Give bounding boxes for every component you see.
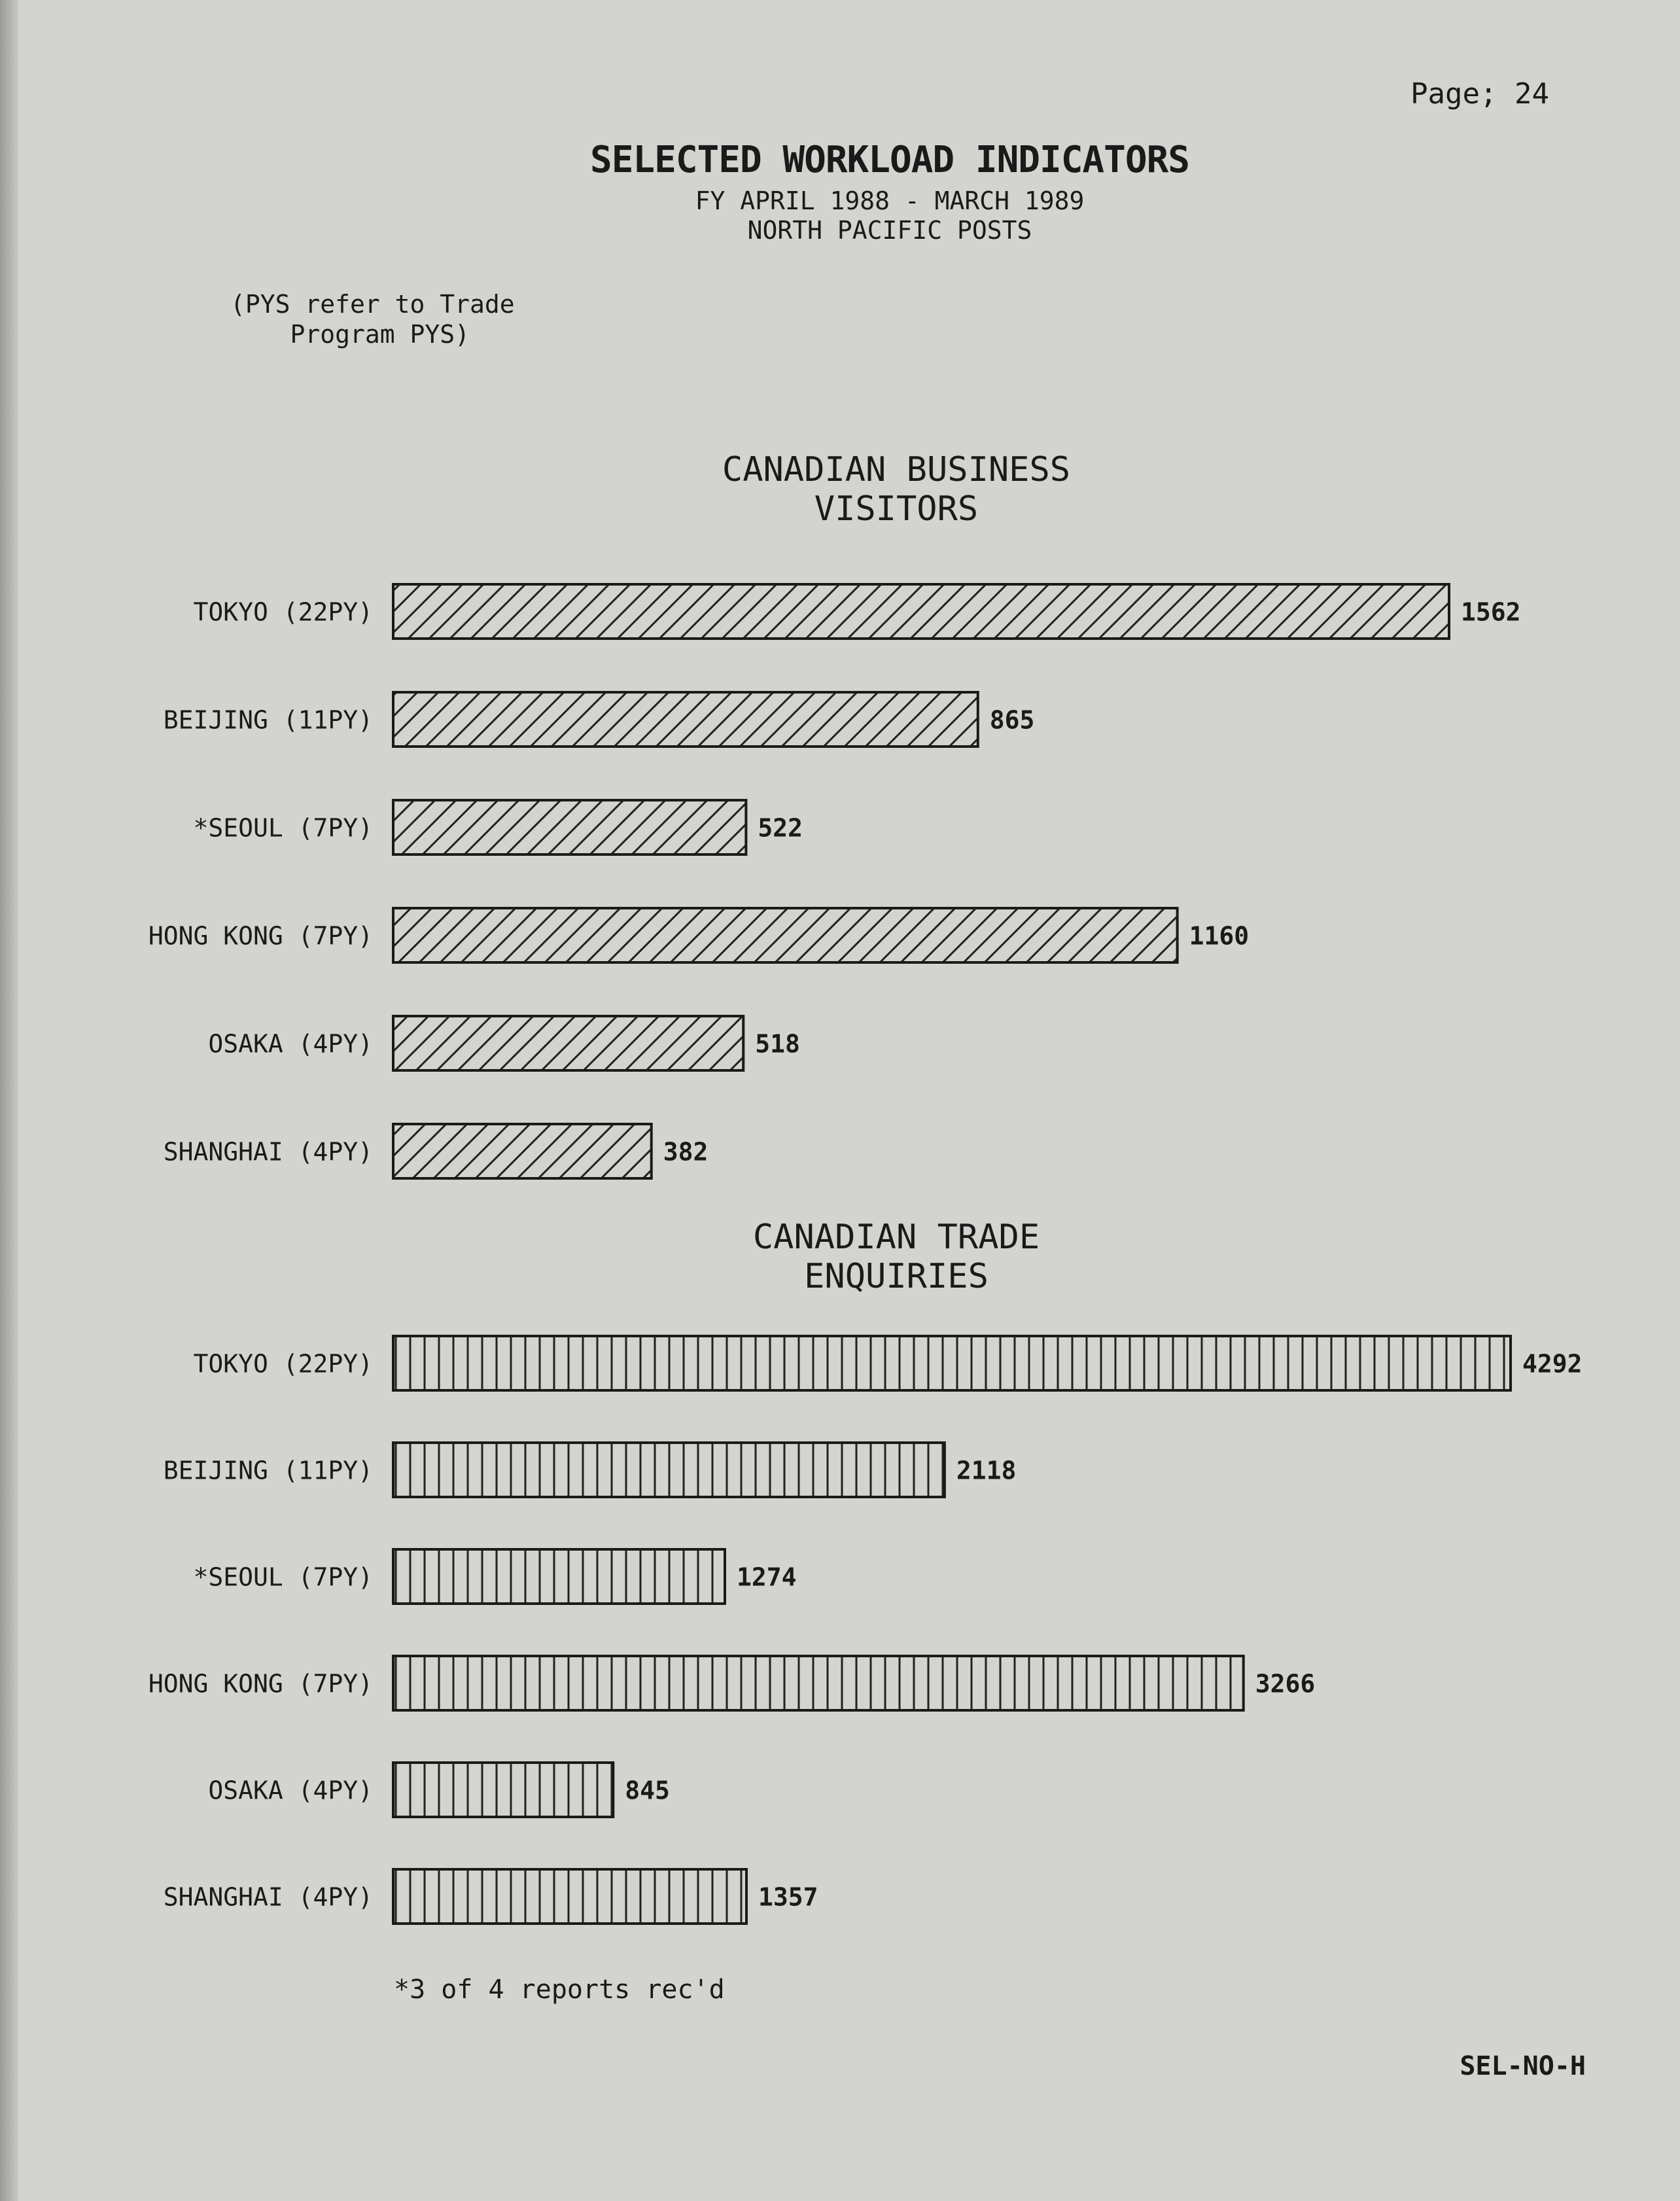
value-label: 865	[989, 705, 1035, 735]
value-label: 382	[663, 1137, 709, 1167]
category-label: *SEOUL (7PY)	[193, 1562, 373, 1592]
bar	[393, 1763, 613, 1817]
business-visitors-chart	[149, 584, 1521, 1178]
pys-note: (PYS refer to Trade Program PYS)	[230, 290, 515, 349]
value-label: 1160	[1189, 921, 1250, 951]
trade-enquiries-chart	[149, 1336, 1583, 1924]
value-label: 2118	[956, 1456, 1017, 1485]
page-title: SELECTED WORKLOAD INDICATORS	[589, 139, 1189, 181]
bar	[393, 584, 1449, 639]
category-label: HONG KONG (7PY)	[148, 1669, 373, 1699]
value-label: 4292	[1522, 1349, 1583, 1379]
category-label: HONG KONG (7PY)	[148, 921, 373, 951]
page-number: Page; 24	[1410, 77, 1549, 111]
region-subtitle: NORTH PACIFIC POSTS	[747, 216, 1032, 245]
category-label: OSAKA (4PY)	[208, 1029, 373, 1059]
bar	[393, 1016, 743, 1070]
bar	[393, 1443, 945, 1497]
value-label: 1562	[1461, 597, 1521, 627]
value-label: 3266	[1255, 1669, 1316, 1699]
bar	[393, 1549, 725, 1604]
bar	[393, 1869, 746, 1924]
value-label: 522	[758, 813, 803, 843]
category-label: SHANGHAI (4PY)	[163, 1882, 373, 1912]
category-label: *SEOUL (7PY)	[193, 813, 373, 843]
bar	[393, 908, 1178, 962]
category-label: TOKYO (22PY)	[193, 597, 373, 627]
category-label: TOKYO (22PY)	[193, 1349, 373, 1379]
bar	[393, 692, 978, 747]
bar	[393, 1336, 1511, 1390]
value-label: 1357	[758, 1882, 818, 1912]
category-label: BEIJING (11PY)	[163, 1456, 373, 1485]
chart-title-business-visitors: CANADIAN BUSINESS VISITORS	[722, 450, 1071, 529]
category-label: BEIJING (11PY)	[163, 705, 373, 735]
value-label: 1274	[736, 1562, 797, 1592]
bar	[393, 1656, 1244, 1710]
chart-title-trade-enquiries: CANADIAN TRADE ENQUIRIES	[752, 1218, 1040, 1296]
category-label: SHANGHAI (4PY)	[163, 1137, 373, 1167]
footnote: *3 of 4 reports rec'd	[394, 1975, 725, 2005]
category-label: OSAKA (4PY)	[208, 1776, 373, 1805]
document-code: SEL-NO-H	[1460, 2051, 1586, 2081]
bar	[393, 800, 746, 854]
value-label: 845	[625, 1776, 670, 1805]
value-label: 518	[755, 1029, 800, 1059]
bar	[393, 1124, 652, 1178]
fiscal-year-subtitle: FY APRIL 1988 - MARCH 1989	[695, 186, 1085, 215]
